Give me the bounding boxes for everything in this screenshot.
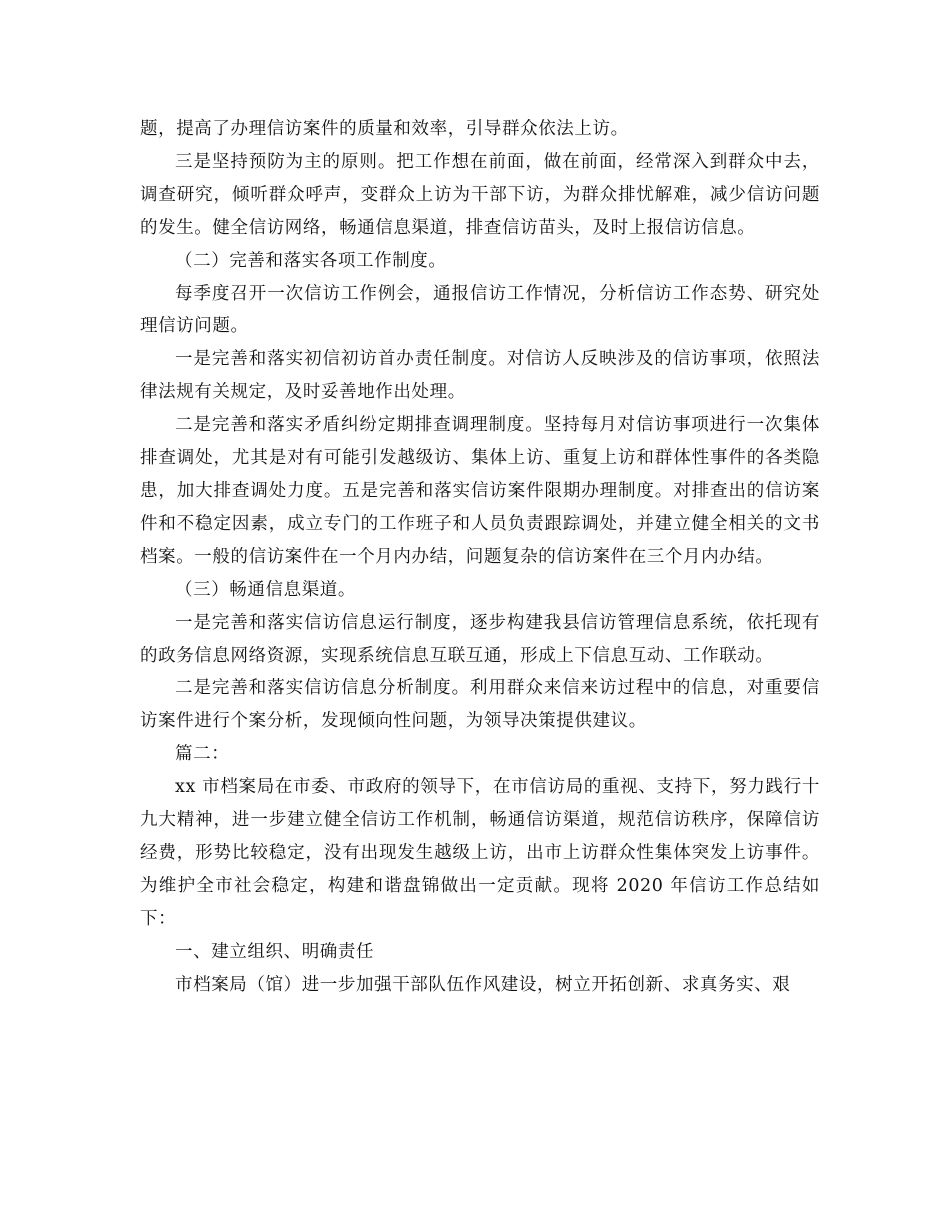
paragraph-info-system: 一是完善和落实信访信息运行制度，逐步构建我县信访管理信息系统，依托现有的政务信息网络资源，实现系统信息互联互通，形成上下信息互动、工作联动。 [140, 612, 820, 666]
paragraph-first-responsibility: 一是完善和落实初信初访首办责任制度。对信访人反映涉及的信访事项，依照法律法规有关规定，及时妥善地作出处理。 [140, 349, 820, 403]
paragraph-quarterly-meeting: 每季度召开一次信访工作例会，通报信访工作情况，分析信访工作态势、研究处理信访问题。 [140, 283, 820, 337]
section-heading-3: （三）畅通信息渠道。 [175, 579, 356, 600]
paragraph-prevention-principle: 三是坚持预防为主的原则。把工作想在前面，做在前面，经常深入到群众中去，调查研究，倾听群众呼声，变群众上访为干部下访，为群众排忧解难，减少信访问题的发生。健全信访网络，畅通信息渠道，排查信访苗头，及时上报信访信息。 [140, 151, 820, 238]
section-heading-organization: 一、建立组织、明确责任 [175, 941, 375, 962]
section-heading-2: （二）完善和落实各项工作制度。 [175, 250, 447, 271]
paragraph-archive-bureau-intro: xx 市档案局在市委、市政府的领导下，在市信访局的重视、支持下，努力践行十九大精神，进一步建立健全信访工作机制，畅通信访渠道，规范信访秩序，保障信访经费，形势比较稳定，没有出现发生越级上访，出市上访群众性集体突发上访事件。为维护全市社会稳定，构建和谐盘锦做出一定贡献。现将 2020 年信访工作总结如下： [140, 777, 820, 929]
part-two-label: 篇二： [175, 744, 230, 765]
paragraph-info-analysis: 二是完善和落实信访信息分析制度。利用群众来信来访过程中的信息，对重要信访案件进行个案分析，发现倾向性问题，为领导决策提供建议。 [140, 678, 820, 732]
paragraph-continuation: 题，提高了办理信访案件的质量和效率，引导群众依法上访。 [140, 119, 629, 139]
paragraph-archive-bureau-work-style: 市档案局（馆）进一步加强干部队伍作风建设，树立开拓创新、求真务实、艰 [175, 974, 791, 995]
document-page [140, 113, 820, 1001]
paragraph-dispute-screening: 二是完善和落实矛盾纠纷定期排查调理制度。坚持每月对信访事项进行一次集体排查调处，尤其是对有可能引发越级访、集体上访、重复上访和群体性事件的各类隐患，加大排查调处力度。五是完善和落实信访案件限期办理制度。对排查出的信访案件和不稳定因素，成立专门的工作班子和人员负责跟踪调处，并建立健全相关的文书档案。一般的信访案件在一个月内办结，问题复杂的信访案件在三个月内办结。 [140, 415, 820, 567]
